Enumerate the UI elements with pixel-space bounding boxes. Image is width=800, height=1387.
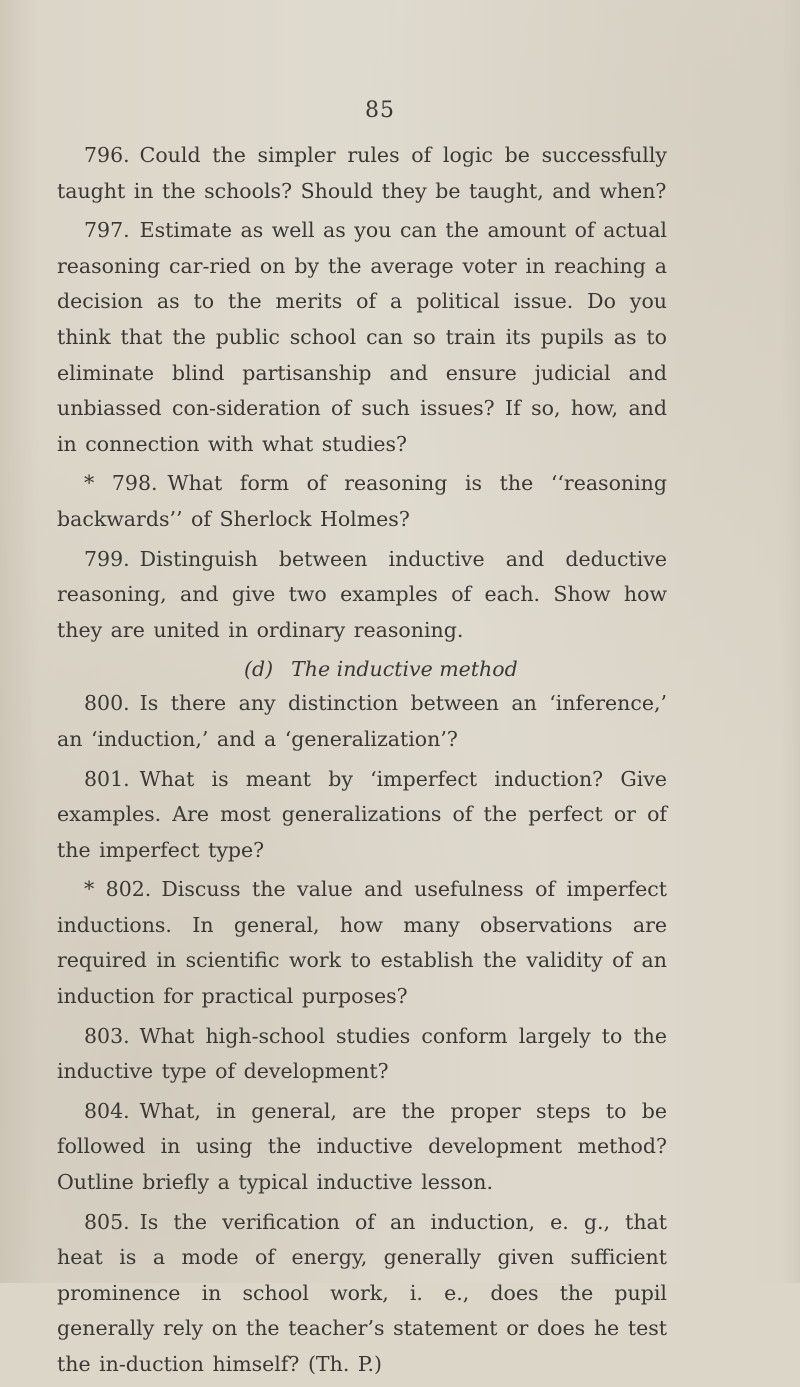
section-heading bbox=[57, 652, 667, 686]
question-text: Is the verification of an induction, e. g., that heat is a mode of energy, generally given sufficient prominence in school work, i. e., does the pupil generally rely on the teacher’s statement or does he test the in-duction himself? (Th. P.) bbox=[57, 1209, 667, 1376]
page-number: 85 bbox=[365, 98, 395, 123]
question-803 bbox=[57, 1019, 667, 1090]
question-number: 800. bbox=[84, 691, 130, 716]
question-805 bbox=[57, 1205, 667, 1383]
question-text: Discuss the value and usefulness of imperfect inductions. In general, how many observations are required in scientific work to establish the validity of an induction for practical purposes? bbox=[57, 877, 667, 1009]
question-802 bbox=[57, 872, 667, 1014]
question-798 bbox=[57, 466, 667, 537]
question-text: What is meant by ‘imperfect induction? Give examples. Are most generalizations of the perfect or of the imperfect type? bbox=[57, 766, 667, 862]
question-list bbox=[57, 138, 667, 1387]
question-number: 803. bbox=[84, 1023, 130, 1048]
question-text: Could the simpler rules of logic be successfully taught in the schools? Should they be taught, and when? bbox=[57, 143, 667, 203]
question-804 bbox=[57, 1094, 667, 1201]
question-number: 801. bbox=[84, 766, 130, 791]
question-text: What high-school studies conform largely to the inductive type of development? bbox=[57, 1023, 667, 1084]
question-text: Estimate as well as you can the amount of actual reasoning car-ried on by the average voter in reaching a decision as to the merits of a political issue. Do you think that the public school can so train its pupils as to eliminate blind partisanship and ensure judicial and unbiassed con-sideration of such issues? If so, how, and in connection with what studies? bbox=[57, 218, 667, 456]
question-number: 796. bbox=[84, 143, 130, 167]
question-number: 804. bbox=[84, 1098, 130, 1123]
question-text: What form of reasoning is the ‘‘reasoning backwards’’ of Sherlock Holmes? bbox=[57, 471, 667, 531]
question-799 bbox=[57, 542, 667, 649]
question-text: Distinguish between inductive and deductive reasoning, and give two examples of each. Show how they are united in ordinary reasoning. bbox=[57, 546, 667, 642]
question-797 bbox=[57, 213, 667, 462]
question-801 bbox=[57, 762, 667, 869]
question-800 bbox=[57, 686, 667, 757]
question-number: 797. bbox=[84, 218, 130, 243]
question-number: 805. bbox=[84, 1209, 130, 1234]
question-number: * 798. bbox=[84, 471, 158, 496]
section-label: (d) bbox=[244, 657, 274, 682]
question-text: Is there any distinction between an ‘inference,’ an ‘induction,’ and a ‘generalization’? bbox=[57, 691, 667, 751]
question-number: 799. bbox=[84, 546, 130, 571]
question-text: What, in general, are the proper steps to be followed in using the inductive development method? Outline briefly a typical inductive lesson. bbox=[57, 1098, 667, 1195]
question-796 bbox=[57, 138, 667, 209]
section-title: The inductive method bbox=[291, 657, 518, 682]
question-number: * 802. bbox=[84, 877, 152, 902]
